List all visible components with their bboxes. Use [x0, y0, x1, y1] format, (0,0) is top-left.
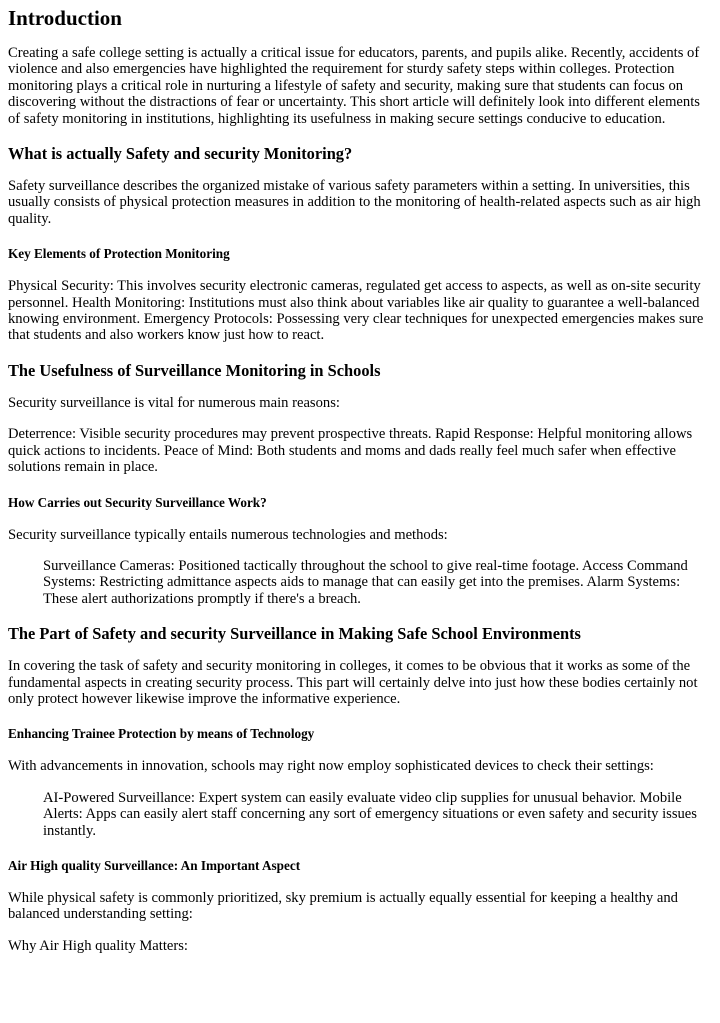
paragraph-what-is-safety-monitoring: Safety surveillance describes the organized mistake of various safety parameters within a setting. In universities, this usually consists of physical protection measures in addition to the monitoring of health-related aspects such as air high quality. [8, 178, 701, 227]
paragraph-introduction: Creating a safe college setting is actually a critical issue for educators, parents, and pupils alike. Recently, accidents of violence and also emergencies have highlighted the requirement for sturdy safety steps within colleges. Protection monitoring plays a critical role in nurturing a lifestyle of safety and security, making sure that students can focus on discovering without the distractions of fear or uncertainty. This short article will definitely look into different elements of safety monitoring in institutions, highlighting its usefulness in making secure settings conducive to education. [8, 45, 700, 127]
heading-usefulness: The Usefulness of Surveillance Monitoring in Schools [8, 360, 381, 380]
paragraph-key-elements: Physical Security: This involves security electronic cameras, regulated get access to aspects, as well as on-site security personnel. Health Monitoring: Institutions must also think about variables like air quality to guarantee a well-balanced knowing environment. Emergency Protocols: Possessing very clear techniques for unexpected emergencies makes sure that students and also workers know just how to react. [8, 278, 704, 344]
heading-key-elements: Key Elements of Protection Monitoring [8, 246, 230, 262]
paragraph-enhancing-protection: With advancements in innovation, schools may right now employ sophisticated devices to check their settings: [8, 758, 654, 775]
heading-what-is-safety-monitoring: What is actually Safety and security Monitoring? [8, 144, 353, 164]
indented-list-how-it-works: Surveillance Cameras: Positioned tactically throughout the school to give real-time footage. Access Command Systems: Restricting admittance aspects aids to manage that can easily get into the premises. Alarm Systems: These alert authorizations promptly if there's a breach. [43, 557, 688, 607]
article [0, 6, 720, 954]
heading-how-it-works: How Carries out Security Surveillance Work? [8, 494, 267, 510]
heading-part-of-surveillance: The Part of Safety and security Surveillance in Making Safe School Environments [8, 624, 581, 644]
paragraph-part-of-surveillance: In covering the task of safety and security monitoring in colleges, it comes to be obvious that it works as some of the fundamental aspects in creating security process. This part will certainly delve into just how these bodies certainly not only protect however likewise improve the informative experience. [8, 658, 698, 707]
indented-list-enhancing-protection: AI-Powered Surveillance: Expert system can easily evaluate video clip supplies for unusual behavior. Mobile Alerts: Apps can easily alert staff concerning any sort of emergency situations or even safety and security issues instantly. [43, 789, 697, 839]
paragraph-air-quality: While physical safety is commonly prioritized, sky premium is actually equally essential for keeping a healthy and balanced understanding setting: [8, 889, 678, 923]
paragraph-how-it-works: Security surveillance typically entails numerous technologies and methods: [8, 526, 448, 543]
paragraph-usefulness-details: Deterrence: Visible security procedures may prevent prospective threats. Rapid Response: Helpful monitoring allows quick actions to incidents. Peace of Mind: Both students and moms and dads really feel much safer when effective solutions remain in place. [8, 426, 693, 476]
paragraph-why-air-quality: Why Air High quality Matters: [8, 937, 188, 954]
heading-enhancing-protection: Enhancing Trainee Protection by means of Technology [8, 726, 315, 742]
heading-introduction: Introduction [8, 6, 122, 30]
heading-air-quality: Air High quality Surveillance: An Important Aspect [8, 857, 301, 873]
paragraph-usefulness-intro: Security surveillance is vital for numerous main reasons: [8, 394, 340, 411]
